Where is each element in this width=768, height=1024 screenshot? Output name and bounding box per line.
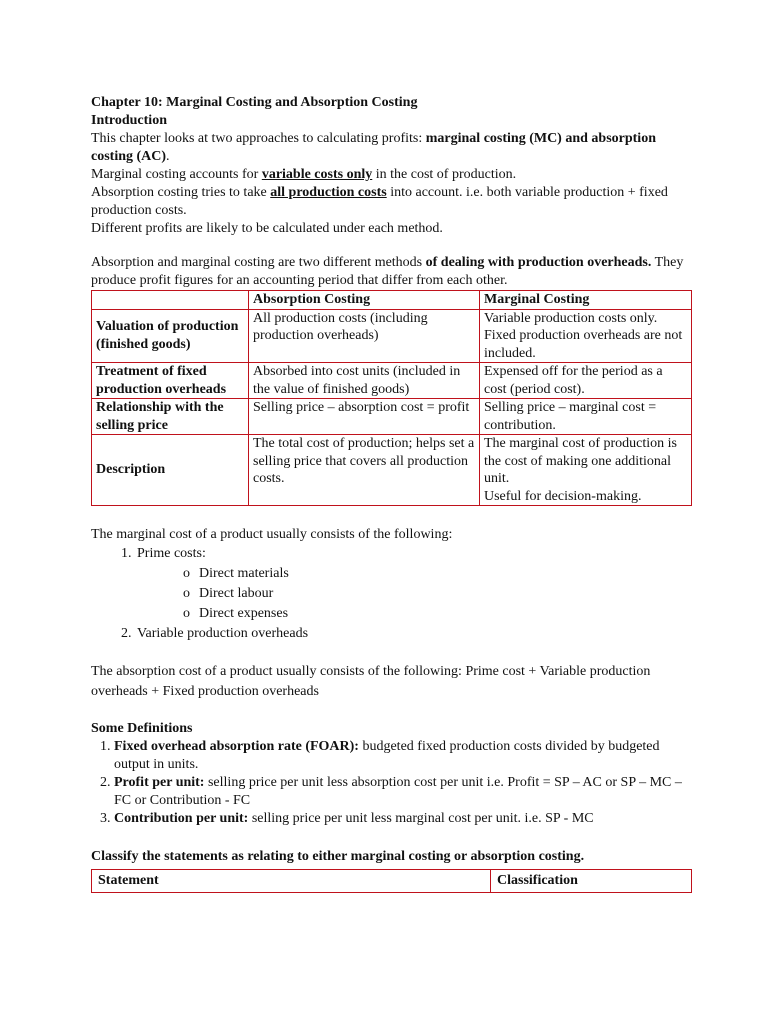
comparison-table — [91, 290, 692, 506]
header-cell-absorption: Absorption Costing — [249, 291, 480, 310]
bullet-icon: o — [183, 586, 190, 601]
definition-item: 1. Fixed overhead absorption rate (FOAR): budgeted fixed production costs divided by budgeted output in units. — [114, 738, 693, 774]
row-label: Relationship with the selling price — [92, 399, 249, 435]
absorption-cell: Absorbed into cost units (included in the value of finished goods) — [249, 363, 480, 399]
chapter-title: Chapter 10: Marginal Costing and Absorption Costing — [91, 95, 418, 110]
absorption-cell: Selling price – absorption cost = profit — [249, 399, 480, 435]
marginal-cost-intro: The marginal cost of a product usually consists of the following: — [91, 527, 453, 542]
header-cell-statement: Statement — [92, 870, 491, 893]
absorption-cell: All production costs (including production overheads) — [249, 309, 480, 363]
definition-item: 3. Contribution per unit: selling price per unit less marginal cost per unit. i.e. SP - MC — [114, 810, 693, 828]
intro-paragraph-2: Marginal costing accounts for variable costs only in the cost of production. — [91, 167, 517, 182]
definitions-heading: Some Definitions — [91, 721, 193, 736]
header-cell-marginal: Marginal Costing — [480, 291, 692, 310]
header-cell-empty — [92, 291, 249, 310]
marginal-cell: Selling price – marginal cost = contribution. — [480, 399, 692, 435]
table-row — [92, 435, 692, 506]
bullet-icon: o — [183, 566, 190, 581]
table-row — [92, 363, 692, 399]
classification-table-header — [92, 870, 692, 893]
marginal-cell: Variable production costs only. Fixed production overheads are not included. — [480, 309, 692, 363]
table-row — [92, 309, 692, 363]
classify-instruction: Classify the statements as relating to either marginal costing or absorption costing. — [91, 849, 585, 864]
marginal-cell — [480, 435, 692, 506]
definition-item: 2. Profit per unit: selling price per unit less absorption cost per unit i.e. Profit = SP – AC or SP – MC – FC or Contribution - FC — [114, 774, 693, 810]
list-item: o Direct materials — [183, 564, 693, 584]
marginal-usefulness: Useful for decision-making. — [484, 488, 642, 504]
intro-paragraph-3: Absorption costing tries to take all production costs into account. i.e. both variable production + fixed production costs. — [91, 185, 668, 218]
marginal-cost-list — [91, 544, 693, 644]
intro-paragraph-1: This chapter looks at two approaches to calculating profits: marginal costing (MC) and absorption costing (AC). — [91, 131, 656, 164]
table-row — [92, 399, 692, 435]
comparison-table-header — [92, 291, 692, 310]
row-label: Description — [92, 435, 249, 506]
list-item: o Direct expenses — [183, 604, 693, 624]
intro-paragraph-5: Absorption and marginal costing are two different methods of dealing with production overheads. They produce profit figures for an accounting period that differ from each other. — [91, 255, 684, 288]
marginal-description: The marginal cost of production is the cost of making one additional unit. — [484, 436, 677, 486]
marginal-cell: Expensed off for the period as a cost (period cost). — [480, 363, 692, 399]
prime-costs-sublist — [137, 564, 693, 624]
row-label: Valuation of production (finished goods) — [92, 309, 249, 363]
definitions-list — [91, 738, 693, 828]
list-item: o Direct labour — [183, 584, 693, 604]
absorption-cell: The total cost of production; helps set a selling price that covers all production costs. — [249, 435, 480, 506]
bullet-icon: o — [183, 606, 190, 621]
absorption-cost-paragraph: The absorption cost of a product usually consists of the following: Prime cost + Variable production overheads + Fixed production overheads — [91, 664, 651, 699]
intro-paragraph-4: Different profits are likely to be calculated under each method. — [91, 221, 443, 236]
classification-table — [91, 869, 692, 893]
row-label: Treatment of fixed production overheads — [92, 363, 249, 399]
header-cell-classification: Classification — [491, 870, 692, 893]
list-item: 2. Variable production overheads — [135, 624, 693, 644]
intro-heading: Introduction — [91, 113, 167, 128]
list-item: 1. Prime costs: o Direct materials o Direct labour o Direct expenses — [135, 544, 693, 624]
